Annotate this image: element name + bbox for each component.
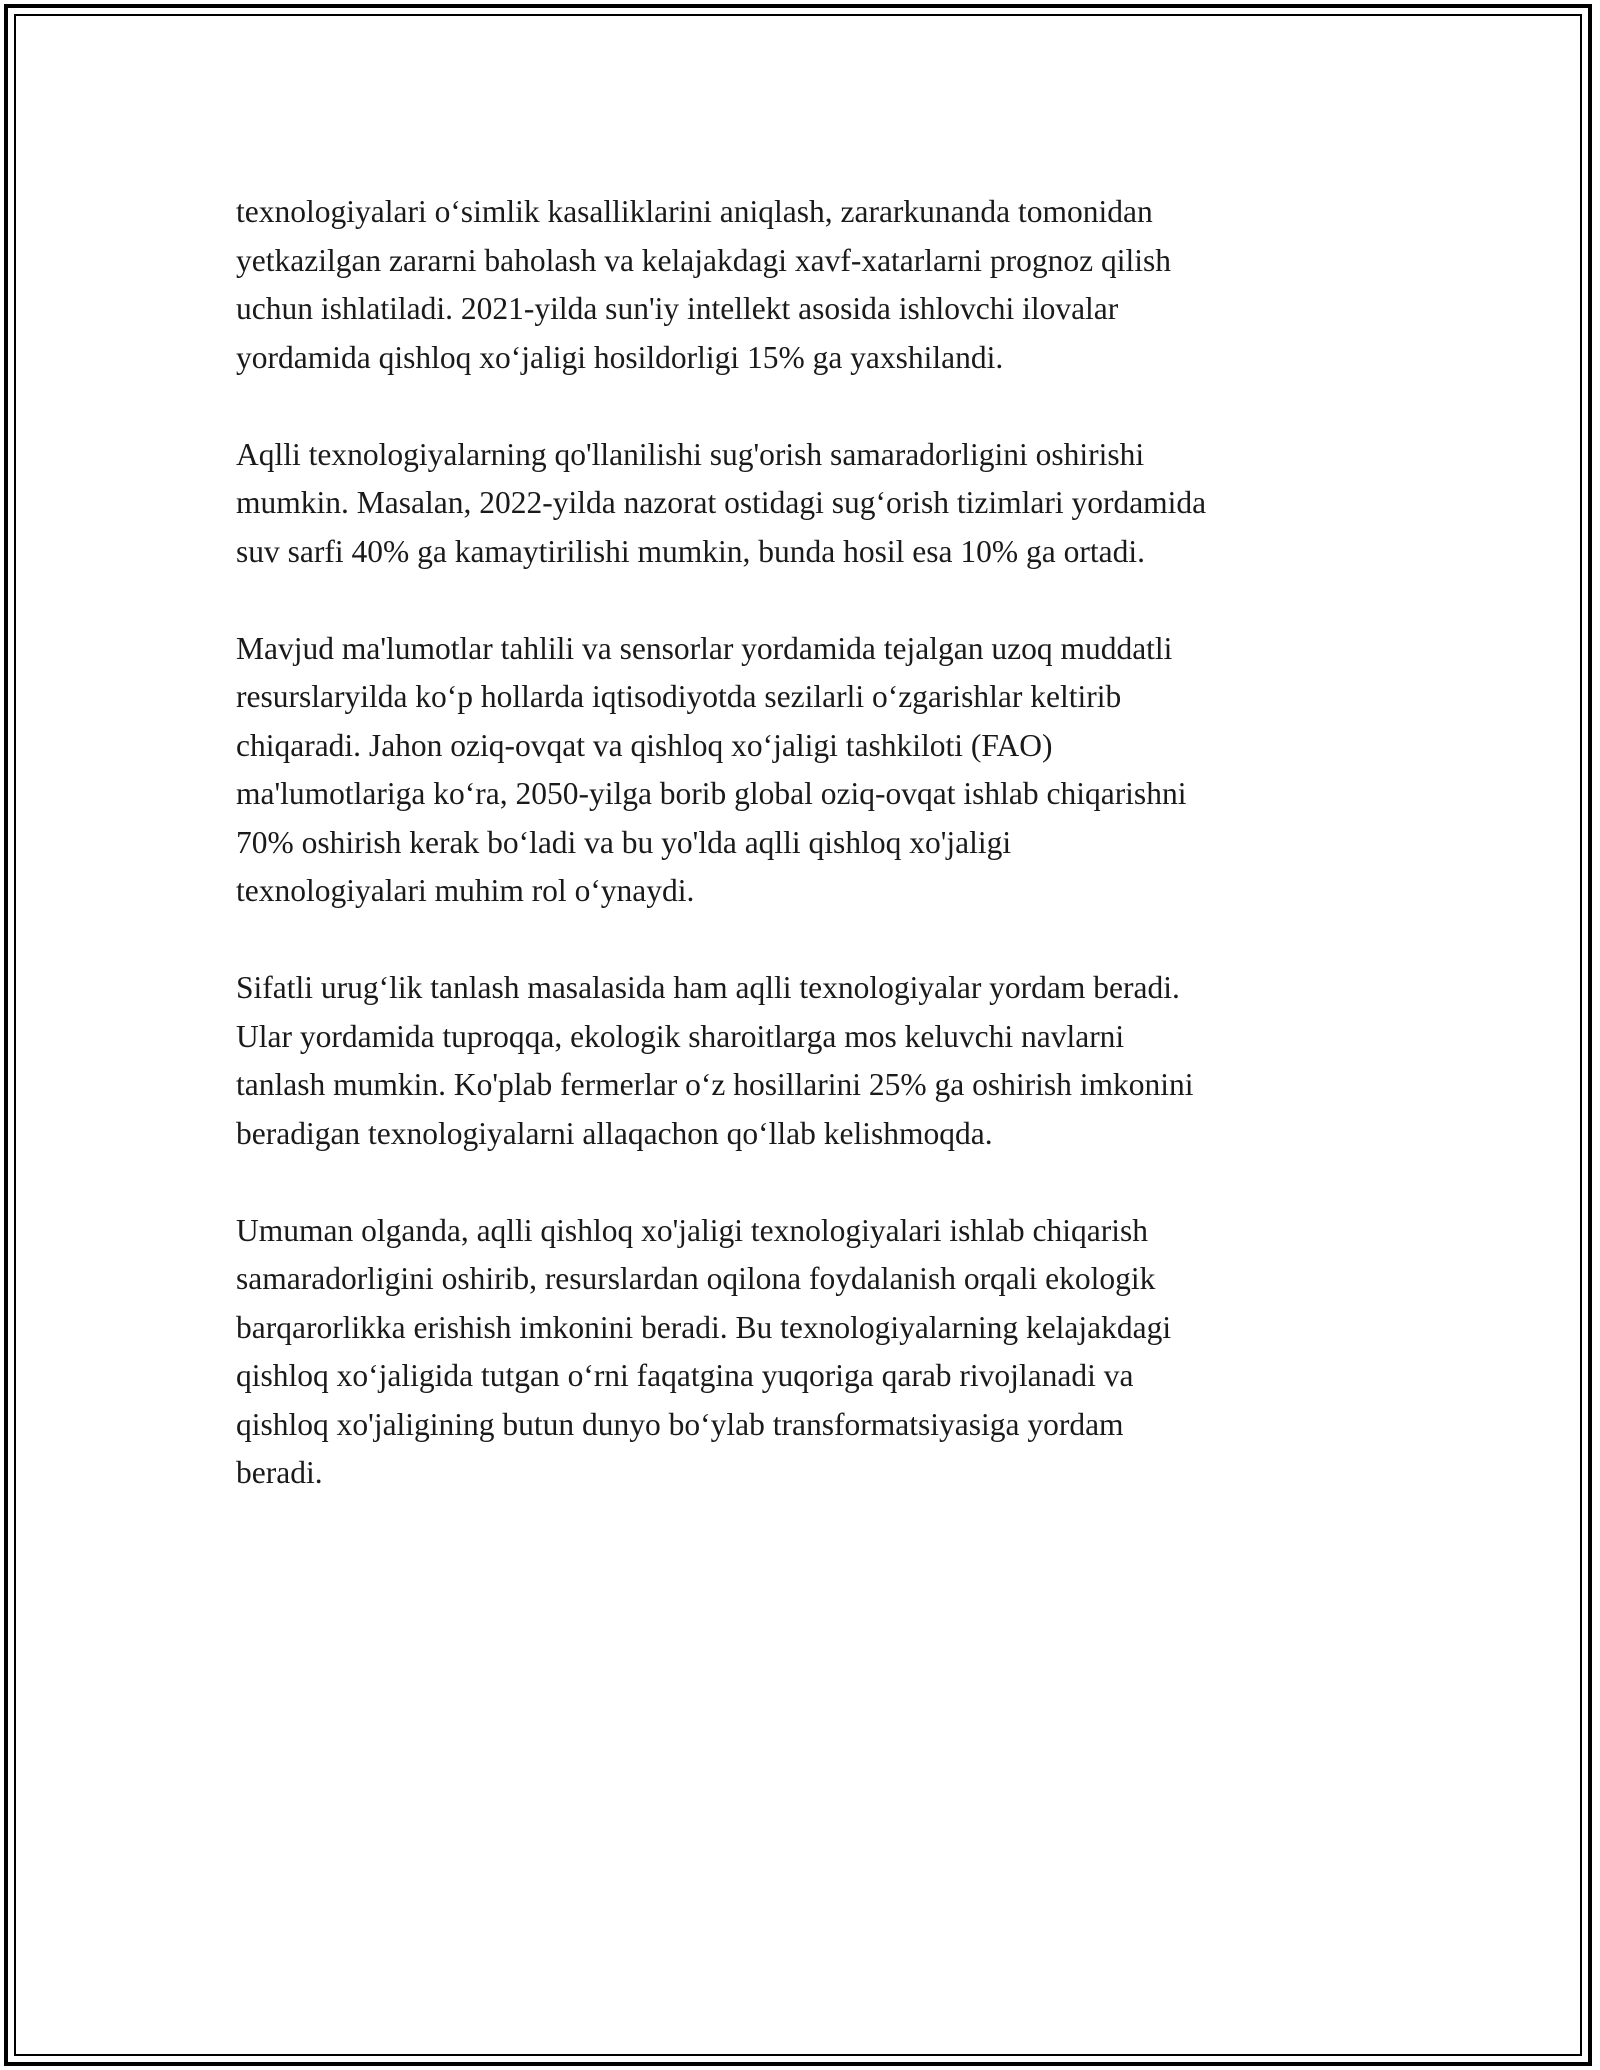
text-line: ma'lumotlariga ko‘ra, 2050-yilga borib global oziq-ovqat ishlab chiqarishni [236,776,1187,811]
text-line: Aqlli texnologiyalarning qo'llanilishi sug'orish samaradorligini oshirishi [236,436,1145,472]
text-line: barqarorlikka erishish imkonini beradi. Bu texnologiyalarning kelajakdagi [236,1309,1172,1345]
text-line: yordamida qishloq xo‘jaligi hosildorligi 15% ga yaxshilandi. [236,339,1004,375]
text-line: tanlash mumkin. Ko'plab fermerlar o‘z hosillarini 25% ga oshirish imkonini [236,1067,1194,1102]
text-line: Umuman olganda, aqlli qishloq xo'jaligi texnologiyalari ishlab chiqarish [236,1212,1149,1248]
text-line: Ular yordamida tuproqqa, ekologik sharoitlarga mos keluvchi navlarni [236,1018,1125,1054]
text-line: yetkazilgan zararni baholash va kelajakdagi xavf-xatarlarni prognoz qilish [236,242,1171,278]
text-line: texnologiyalari o‘simlik kasalliklarini aniqlash, zararkunanda tomonidan [236,194,1153,229]
paragraph-3 [236,625,1386,916]
text-line: beradi. [236,1455,323,1490]
text-line: chiqaradi. Jahon oziq-ovqat va qishloq xo‘jaligi tashkiloti (FAO) [236,727,1053,763]
text-line: Mavjud ma'lumotlar tahlili va sensorlar yordamida tejalgan uzoq muddatli [236,630,1173,666]
paragraph-1 [236,188,1386,382]
document-body [236,188,1386,1498]
text-line: 70% oshirish kerak bo‘ladi va bu yo'lda aqlli qishloq xo'jaligi [236,824,1012,860]
text-line: mumkin. Masalan, 2022-yilda nazorat ostidagi sug‘orish tizimlari yordamida [236,485,1207,520]
paragraph-5 [236,1207,1386,1498]
text-line: qishloq xo'jaligining butun dunyo bo‘ylab transformatsiyasiga yordam [236,1406,1124,1442]
text-line: Sifatli urug‘lik tanlash masalasida ham aqlli texnologiyalar yordam beradi. [236,970,1180,1005]
text-line: suv sarfi 40% ga kamaytirilishi mumkin, bunda hosil esa 10% ga ortadi. [236,533,1145,569]
text-line: resurslaryilda ko‘p hollarda iqtisodiyotda sezilarli o‘zgarishlar keltirib [236,679,1122,714]
paragraph-2 [236,431,1386,577]
text-line: texnologiyalari muhim rol o‘ynaydi. [236,873,695,908]
paragraph-4 [236,964,1386,1158]
text-line: samaradorligini oshirib, resurslardan oqilona foydalanish orqali ekologik [236,1261,1156,1296]
text-line: beradigan texnologiyalarni allaqachon qo‘llab kelishmoqda. [236,1115,993,1151]
text-line: uchun ishlatiladi. 2021-yilda sun'iy intellekt asosida ishlovchi ilovalar [236,291,1119,326]
text-line: qishloq xo‘jaligida tutgan o‘rni faqatgina yuqoriga qarab rivojlanadi va [236,1358,1134,1393]
